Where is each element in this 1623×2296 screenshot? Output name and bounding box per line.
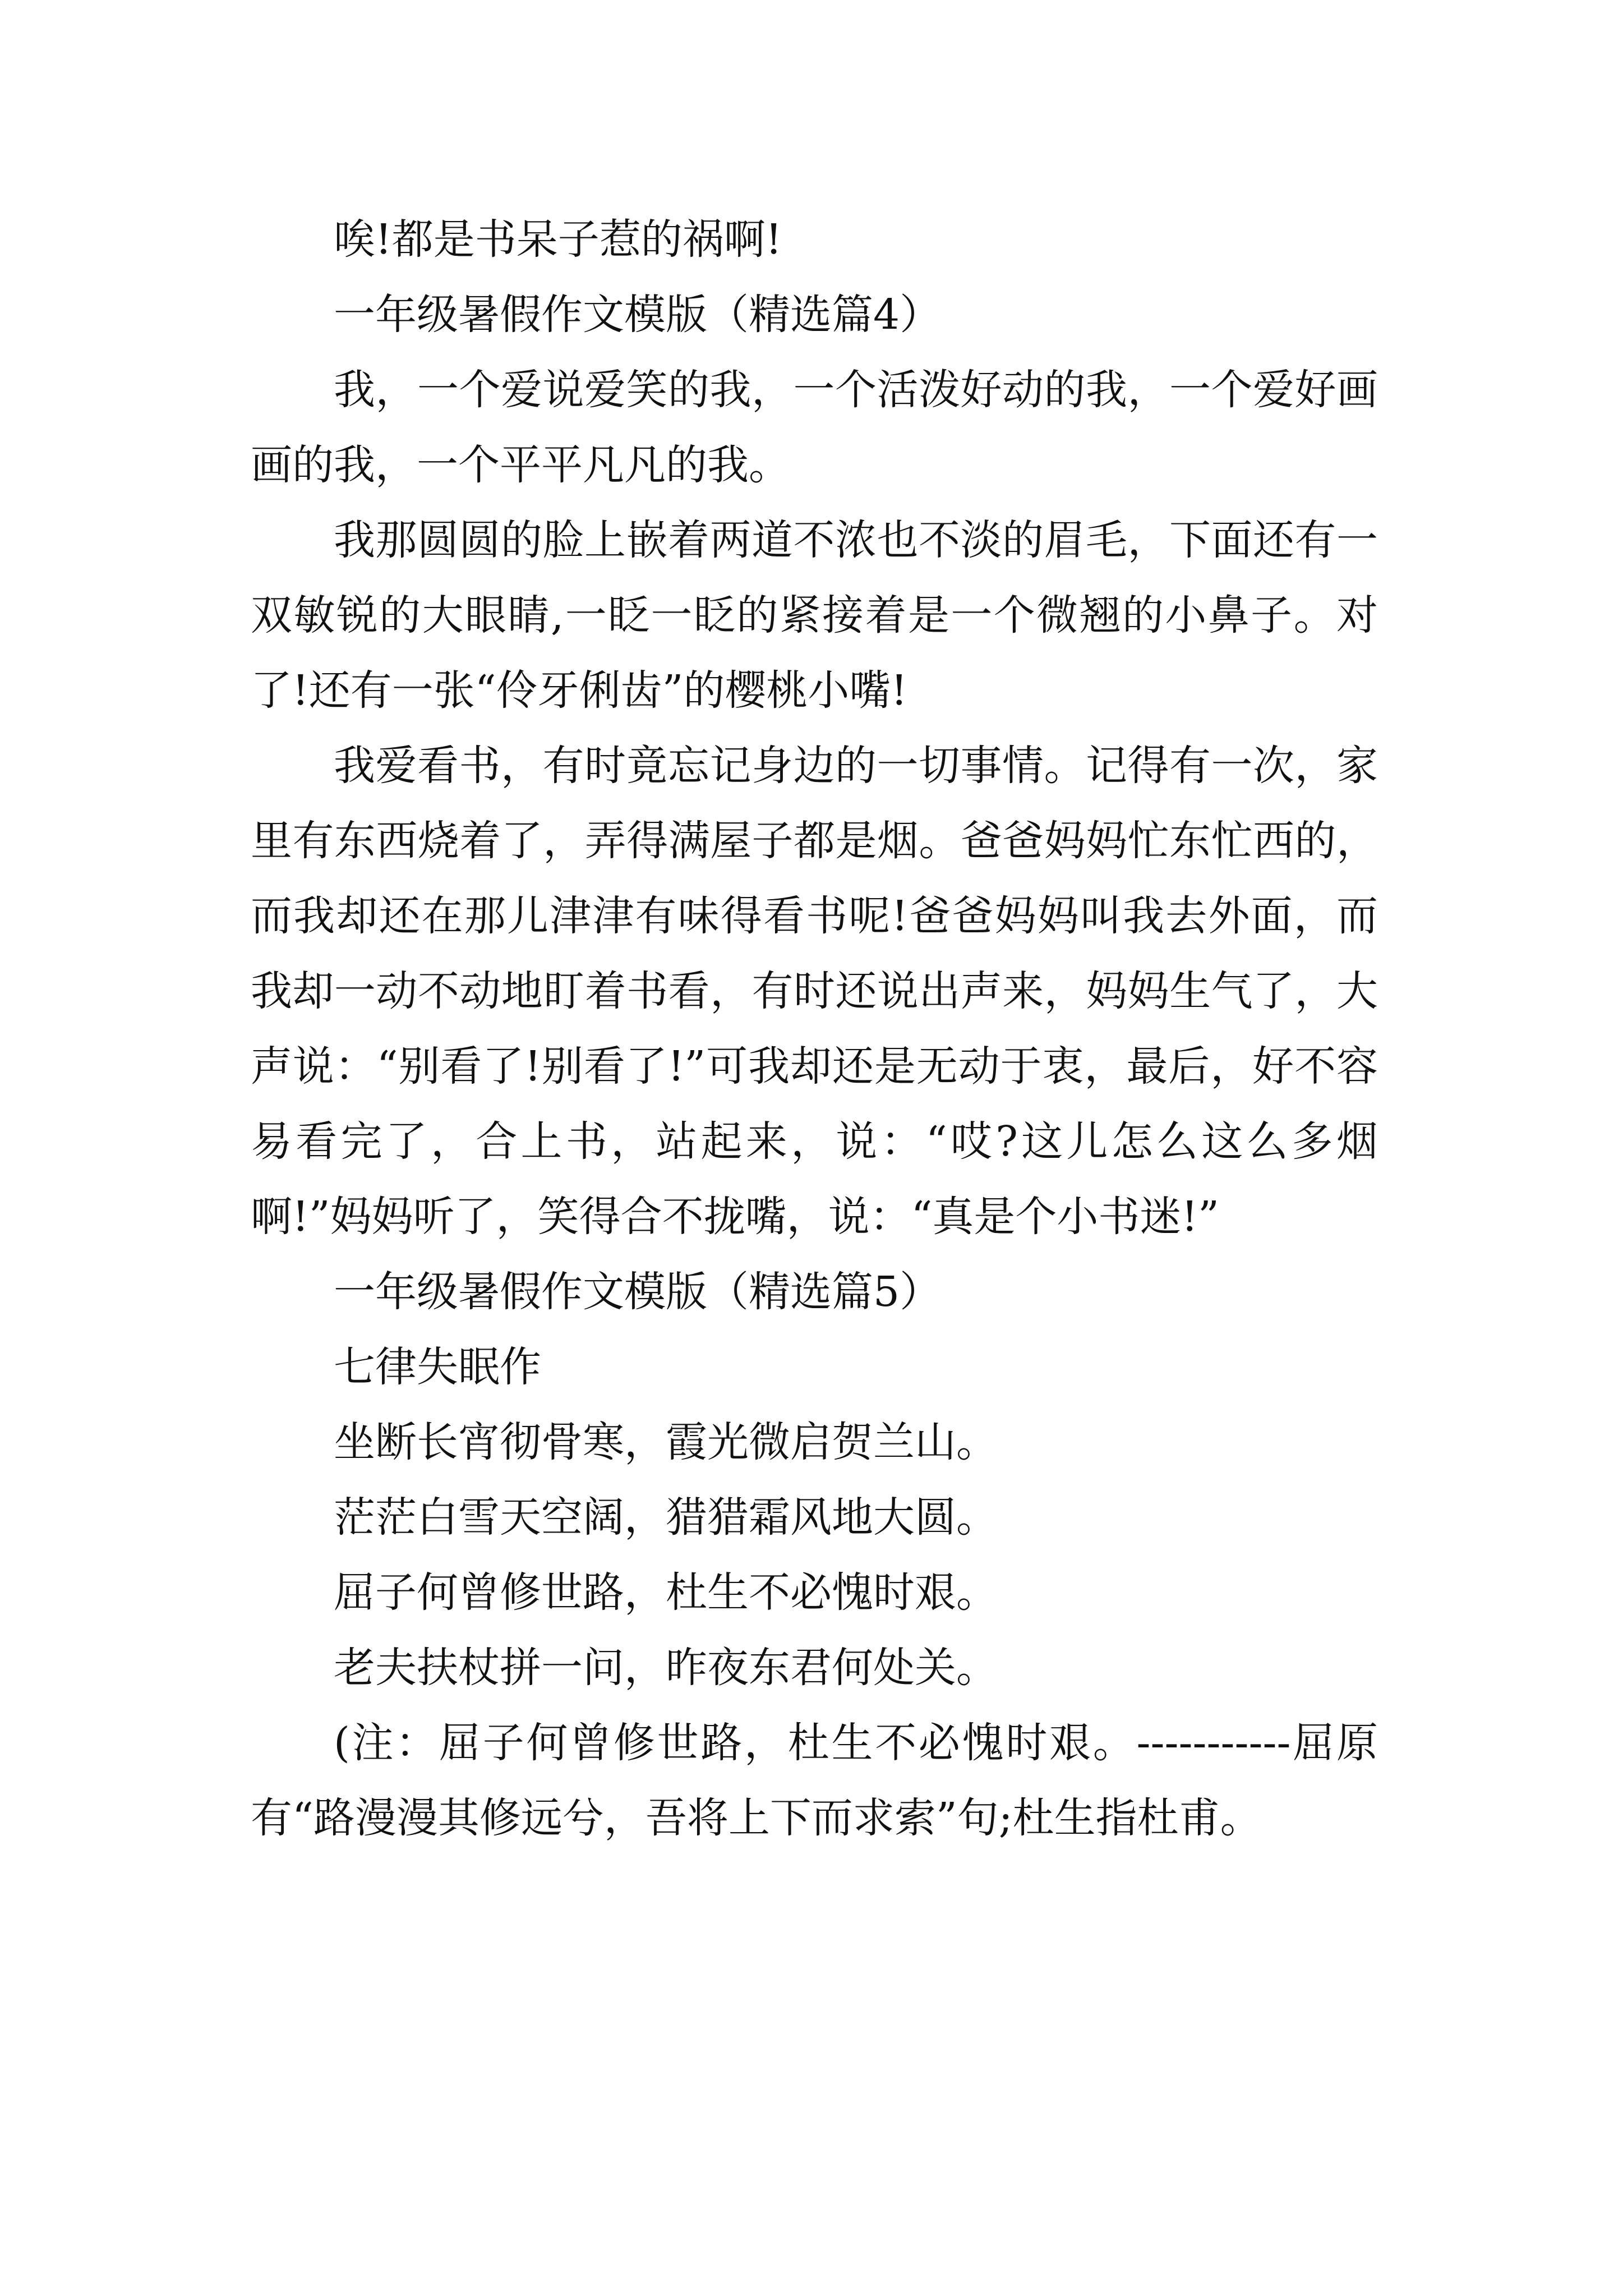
poem-note: (注：屈子何曾修世路，杜生不必愧时艰。-----------屈原有“路漫漫其修远兮，吾将上下而求索”句;杜生指杜甫。 <box>251 1719 1378 1842</box>
section-heading-5: 一年级暑假作文模版（精选篇5） <box>334 1268 942 1316</box>
paragraph-reading-story: 我爱看书，有时竟忘记身边的一切事情。记得有一次，家里有东西烧着了，弄得满屋子都是烟。爸爸妈妈忙东忙西的，而我却还在那儿津津有味得看书呢!爸爸妈妈叫我去外面，而我却一动不动地盯着书看，有时还说出声来，妈妈生气了，大声说：“别看了!别看了!”可我却还是无动于衷，最后，好不容易看完了，合上书，站起来，说：“哎?这儿怎么这么多烟啊!”妈妈听了，笑得合不拢嘴，说：“真是个小书迷!” <box>251 742 1378 1241</box>
paragraph-self-description: 我，一个爱说爱笑的我，一个活泼好动的我，一个爱好画画的我，一个平平凡凡的我。 <box>251 366 1378 489</box>
poem-line-1: 坐断长宵彻骨寒，霞光微启贺兰山。 <box>334 1418 998 1466</box>
paragraph-intro-sigh: 唉!都是书呆子惹的祸啊! <box>334 215 782 264</box>
document-body <box>251 202 1378 1856</box>
poem-line-2: 茫茫白雪天空阔，猎猎霜风地大圆。 <box>334 1493 998 1542</box>
paragraph-face-description: 我那圆圆的脸上嵌着两道不浓也不淡的眉毛，下面还有一双敏锐的大眼睛,一眨一眨的紧接着是一个微翘的小鼻子。对了!还有一张“伶牙俐齿”的樱桃小嘴! <box>251 516 1378 715</box>
poem-title: 七律失眠作 <box>334 1343 541 1391</box>
section-heading-4: 一年级暑假作文模版（精选篇4） <box>334 291 942 339</box>
poem-line-4: 老夫扶杖拼一问，昨夜东君何处关。 <box>334 1644 998 1692</box>
poem-line-3: 屈子何曾修世路，杜生不必愧时艰。 <box>334 1568 998 1617</box>
